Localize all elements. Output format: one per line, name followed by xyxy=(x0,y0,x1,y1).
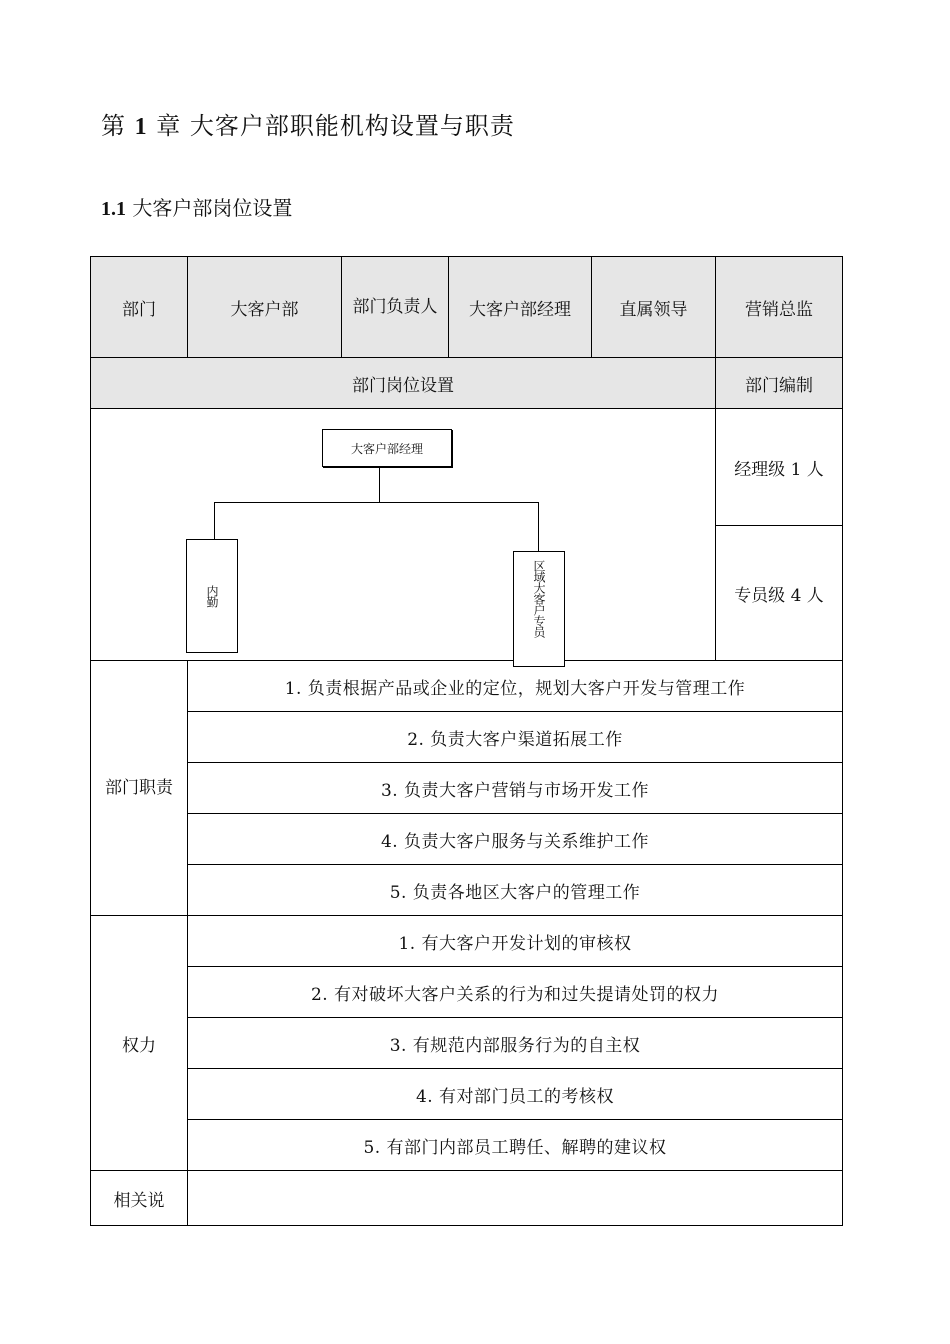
leader-value: 营销总监 xyxy=(716,257,843,358)
dept-value: 大客户部 xyxy=(188,257,342,358)
staffing-header: 部门编制 xyxy=(716,358,843,409)
power-item: 1. 有大客户开发计划的审核权 xyxy=(188,916,843,967)
leader-label: 直属领导 xyxy=(592,257,716,358)
chapter-title: 第 1 章 大客户部职能机构设置与职责 xyxy=(101,112,515,140)
head-value: 大客户部经理 xyxy=(449,257,592,358)
org-chart-cell xyxy=(91,409,716,661)
org-node-manager: 大客户部经理 xyxy=(322,429,452,467)
duty-item: 3. 负责大客户营销与市场开发工作 xyxy=(188,763,843,814)
section-title: 1.1 大客户部岗位设置 xyxy=(101,196,293,220)
duty-item: 1. 负责根据产品或企业的定位，规划大客户开发与管理工作 xyxy=(188,661,843,712)
power-item: 2. 有对破坏大客户关系的行为和过失提请处罚的权力 xyxy=(188,967,843,1018)
org-connector xyxy=(379,468,380,502)
duty-item: 2. 负责大客户渠道拓展工作 xyxy=(188,712,843,763)
power-item: 5. 有部门内部员工聘任、解聘的建议权 xyxy=(188,1120,843,1171)
head-label: 部门负责人 xyxy=(342,257,449,358)
org-connector xyxy=(538,502,539,551)
org-connector xyxy=(214,502,538,503)
duty-item: 5. 负责各地区大客户的管理工作 xyxy=(188,865,843,916)
org-node-regional-specialist: 区域大客户专员 xyxy=(513,551,565,667)
dept-label: 部门 xyxy=(91,257,188,358)
powers-label: 权力 xyxy=(91,916,188,1171)
positions-header: 部门岗位设置 xyxy=(91,358,716,409)
notes-label: 相关说 xyxy=(91,1171,188,1226)
power-item: 4. 有对部门员工的考核权 xyxy=(188,1069,843,1120)
org-chart xyxy=(91,409,715,659)
position-table xyxy=(90,256,843,1226)
staffing-specialist: 专员级 4 人 xyxy=(716,526,843,661)
staffing-manager: 经理级 1 人 xyxy=(716,409,843,526)
notes-value xyxy=(188,1171,843,1226)
org-node-assistant: 内勤 xyxy=(186,539,238,653)
org-connector xyxy=(214,502,215,539)
duties-label: 部门职责 xyxy=(91,661,188,916)
duty-item: 4. 负责大客户服务与关系维护工作 xyxy=(188,814,843,865)
power-item: 3. 有规范内部服务行为的自主权 xyxy=(188,1018,843,1069)
